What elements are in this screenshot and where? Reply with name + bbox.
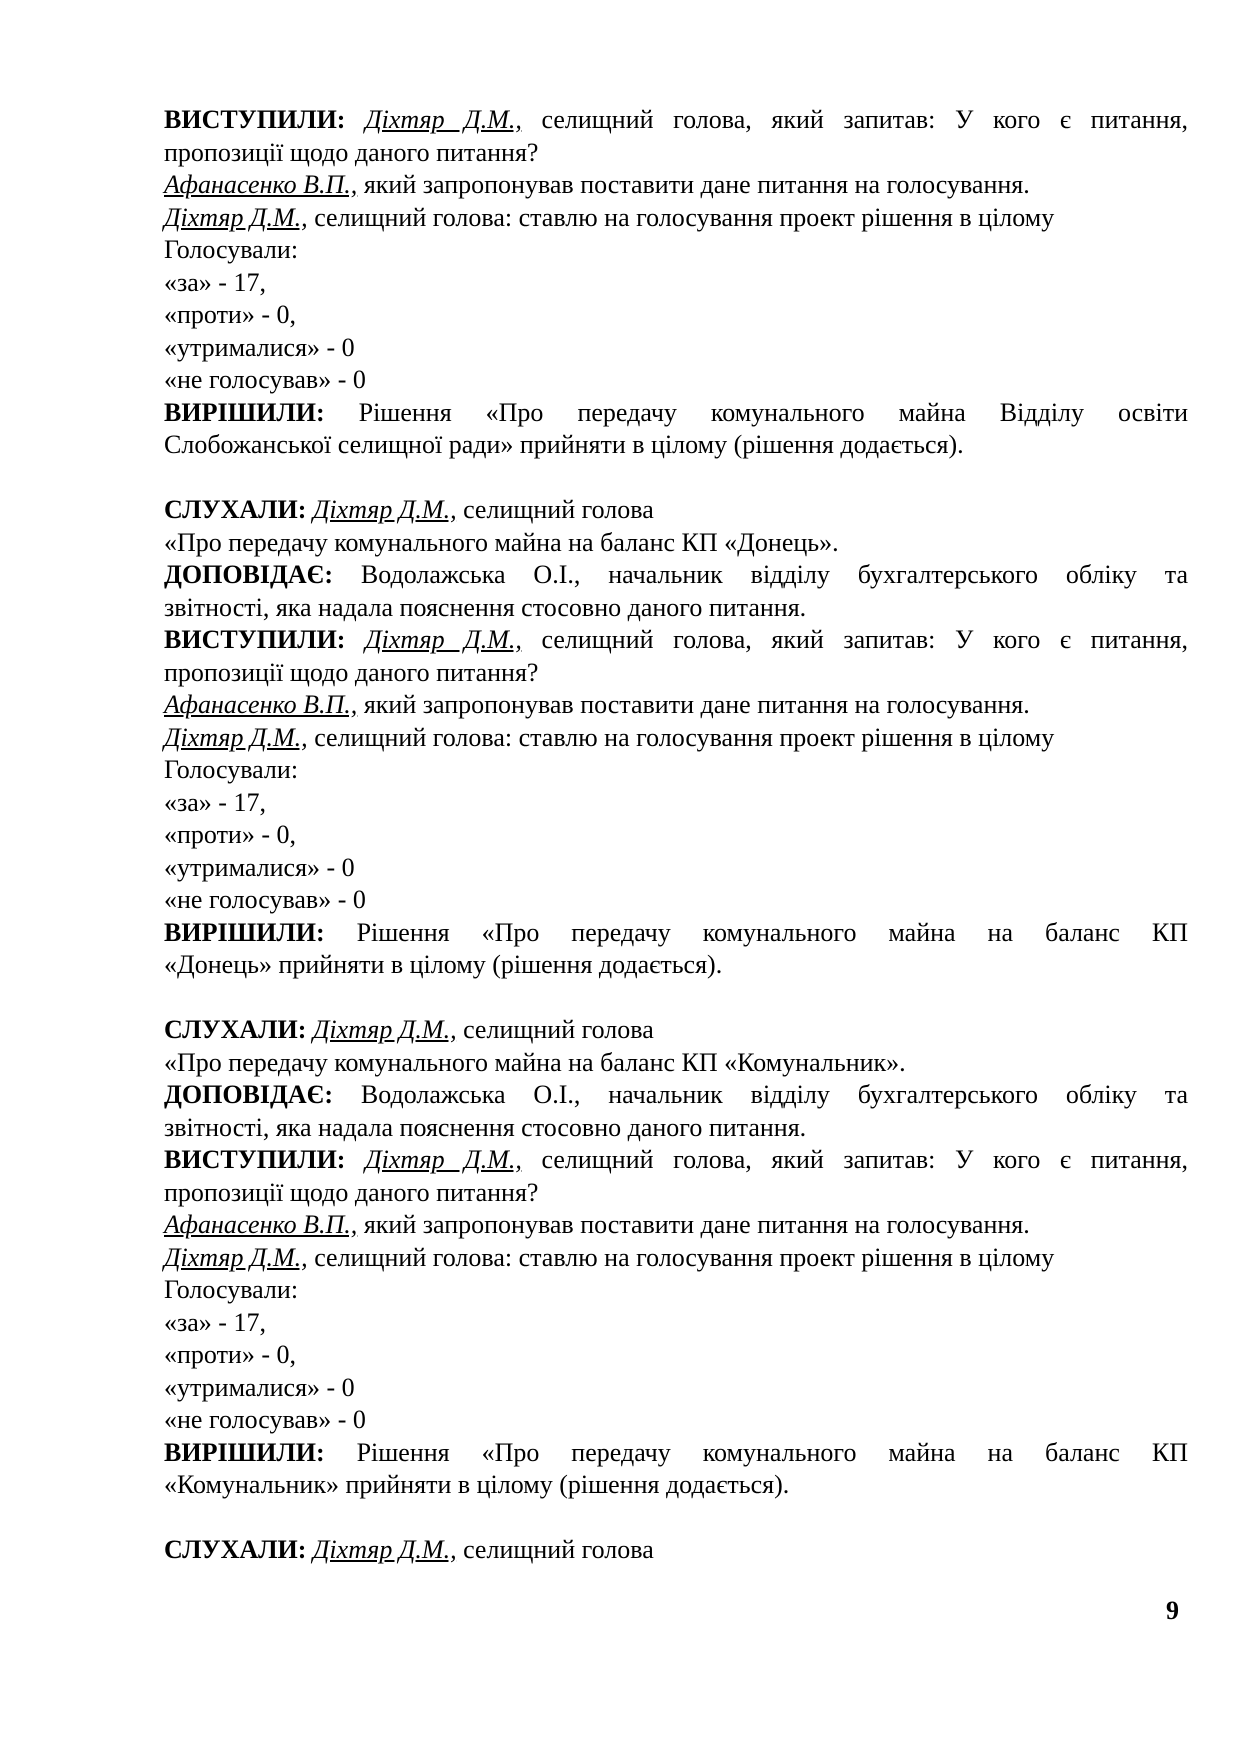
vote-abstained: «утрималися» - 0 xyxy=(164,1372,355,1402)
heard-line: СЛУХАЛИ: Діхтяр Д.М., селищний голова xyxy=(164,495,654,524)
decision-line-2: «Донець» прийняти в цілому (рішення додається). xyxy=(164,950,723,979)
speakers-line: ВИСТУПИЛИ: Діхтяр Д.М., селищний голова, який запитав: У кого є питання, xyxy=(164,625,1189,654)
reporter-line: ДОПОВІДАЄ: Водолажська О.І., начальник відділу бухгалтерського обліку та xyxy=(164,1080,1189,1109)
person-chair: Діхтяр Д.М., xyxy=(164,722,308,752)
chair-asked-text: селищний голова, який запитав: У кого є питання, xyxy=(541,105,1189,134)
vote-for: «за» - 17, xyxy=(164,1307,266,1337)
voted-label: Голосували: xyxy=(164,755,299,784)
speakers-line: ВИСТУПИЛИ: Діхтяр Д.М., селищний голова, який запитав: У кого є питання, xyxy=(164,1145,1189,1174)
person-chair: Діхтяр Д.М., xyxy=(164,202,308,232)
proposals-line: пропозиції щодо даного питання? xyxy=(164,1177,539,1207)
decision-line: ВИРІШИЛИ: Рішення «Про передачу комунального майна на баланс КП xyxy=(164,917,1189,947)
voted-label: Голосували: xyxy=(164,235,299,264)
proposals-line: пропозиції щодо даного питання? xyxy=(164,657,539,687)
chair-vote-line: Діхтяр Д.М., селищний голова: ставлю на голосування проект рішення в цілому xyxy=(164,722,1055,752)
page-number: 9 xyxy=(1166,1596,1179,1625)
vote-not-voted: «не голосував» - 0 xyxy=(164,885,366,914)
person-chair: Діхтяр Д.М., xyxy=(365,1145,522,1174)
speakers-line xyxy=(164,104,1188,137)
reporter-line: ДОПОВІДАЄ: Водолажська О.І., начальник відділу бухгалтерського обліку та xyxy=(164,560,1189,589)
person-chair: Діхтяр Д.М., xyxy=(365,105,522,134)
label-vystupyly: ВИСТУПИЛИ: xyxy=(164,1145,346,1174)
decision-line-2: Слобожанської селищної ради» прийняти в цілому (рішення додається). xyxy=(164,430,964,459)
person-chair: Діхтяр Д.М., xyxy=(164,1242,308,1272)
vote-for: «за» - 17, xyxy=(164,787,266,817)
reporter-line-2: звітності, яка надала пояснення стосовно даного питання. xyxy=(164,1112,807,1142)
person-afanasenko: Афанасенко В.П., xyxy=(164,690,358,719)
label-dopovidaie: ДОПОВІДАЄ: xyxy=(164,1080,333,1109)
decision-line: ВИРІШИЛИ: Рішення «Про передачу комунального майна на баланс КП xyxy=(164,1437,1189,1467)
vote-for: «за» - 17, xyxy=(164,267,266,297)
vote-against: «проти» - 0, xyxy=(164,300,297,329)
person-chair: Діхтяр Д.М., xyxy=(312,1535,457,1564)
heard-line: СЛУХАЛИ: Діхтяр Д.М., селищний голова xyxy=(164,1015,654,1044)
label-slukhaly: СЛУХАЛИ: xyxy=(164,1015,307,1044)
label-slukhaly: СЛУХАЛИ: xyxy=(164,1535,307,1564)
chair-vote-line: Діхтяр Д.М., селищний голова: ставлю на голосування проект рішення в цілому xyxy=(164,202,1055,232)
label-vyrishyly: ВИРІШИЛИ: xyxy=(164,1437,325,1467)
proposals-line: пропозиції щодо даного питання? xyxy=(164,137,539,167)
person-afanasenko: Афанасенко В.П., xyxy=(164,170,358,199)
person-afanasenko: Афанасенко В.П., xyxy=(164,1210,358,1239)
afanasenko-line: Афанасенко В.П., який запропонував поставити дане питання на голосування. xyxy=(164,1210,1030,1239)
section-3 xyxy=(164,1534,1188,1567)
label-vystupyly: ВИСТУПИЛИ: xyxy=(164,105,346,134)
person-chair: Діхтяр Д.М., xyxy=(312,495,457,524)
label-vyrishyly: ВИРІШИЛИ: xyxy=(164,397,325,427)
decision-line: ВИРІШИЛИ: Рішення «Про передачу комунального майна Відділу освіти xyxy=(164,397,1188,427)
label-slukhaly: СЛУХАЛИ: xyxy=(164,495,307,524)
reporter-line-2: звітності, яка надала пояснення стосовно даного питання. xyxy=(164,592,807,622)
agenda-title: «Про передачу комунального майна на баланс КП «Донець». xyxy=(164,527,839,557)
vote-not-voted: «не голосував» - 0 xyxy=(164,365,366,394)
vote-against: «проти» - 0, xyxy=(164,1340,297,1369)
vote-against: «проти» - 0, xyxy=(164,820,297,849)
label-vystupyly: ВИСТУПИЛИ: xyxy=(164,625,346,654)
afanasenko-line: Афанасенко В.П., який запропонував поставити дане питання на голосування. xyxy=(164,170,1030,199)
section-0 xyxy=(164,104,1188,462)
vote-abstained: «утрималися» - 0 xyxy=(164,332,355,362)
afanasenko-line: Афанасенко В.П., який запропонував поставити дане питання на голосування. xyxy=(164,690,1030,719)
label-vyrishyly: ВИРІШИЛИ: xyxy=(164,917,325,947)
person-chair: Діхтяр Д.М., xyxy=(312,1015,457,1044)
label-dopovidaie: ДОПОВІДАЄ: xyxy=(164,560,333,589)
vote-not-voted: «не голосував» - 0 xyxy=(164,1405,366,1434)
section-1 xyxy=(164,494,1188,982)
chair-vote-line: Діхтяр Д.М., селищний голова: ставлю на голосування проект рішення в цілому xyxy=(164,1242,1055,1272)
document-page xyxy=(164,104,1188,1567)
heard-line: СЛУХАЛИ: Діхтяр Д.М., селищний голова xyxy=(164,1535,654,1564)
vote-abstained: «утрималися» - 0 xyxy=(164,852,355,882)
person-chair: Діхтяр Д.М., xyxy=(365,625,522,654)
agenda-title: «Про передачу комунального майна на баланс КП «Комунальник». xyxy=(164,1047,906,1077)
section-2 xyxy=(164,1014,1188,1502)
decision-line-2: «Комунальник» прийняти в цілому (рішення додається). xyxy=(164,1470,790,1499)
voted-label: Голосували: xyxy=(164,1275,299,1304)
